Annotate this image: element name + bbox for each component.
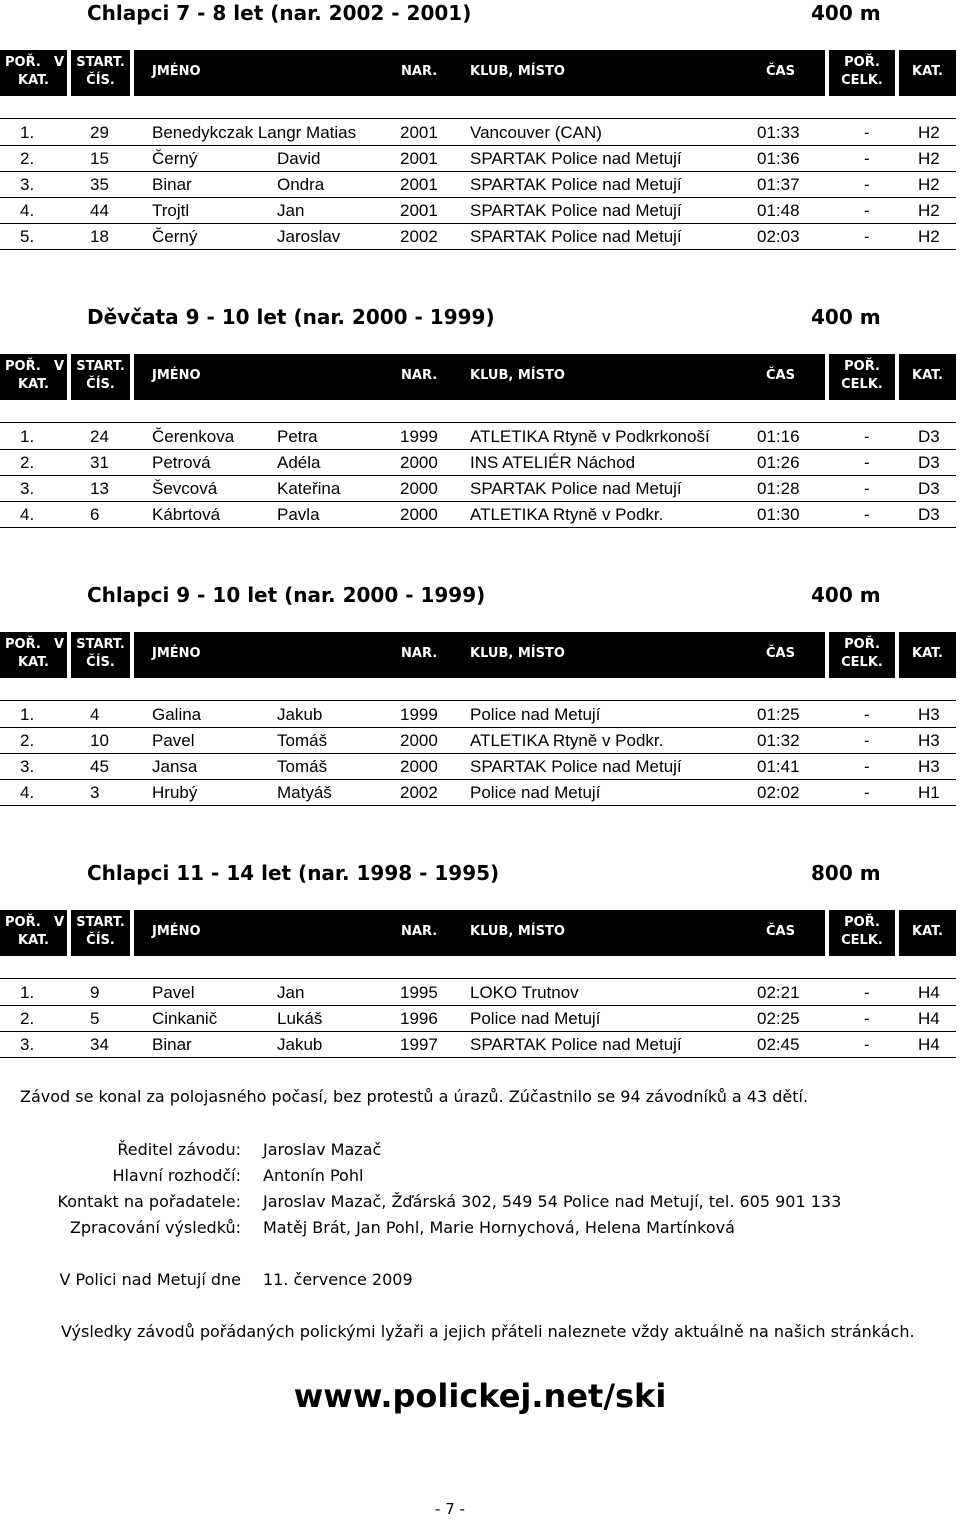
cell-year: 1997 (400, 1035, 438, 1054)
cell-year: 2000 (400, 453, 438, 472)
cell-year: 1995 (400, 983, 438, 1002)
header-time: ČAS (766, 64, 795, 79)
cell-first: Matyáš (277, 783, 332, 802)
header-category: KAT. (912, 64, 943, 79)
header-total: POŘ. (844, 637, 880, 652)
cell-surname: Jansa (152, 757, 198, 776)
cell-total: - (864, 123, 870, 142)
cell-surname: Trojtl (152, 201, 190, 220)
cell-year: 2000 (400, 505, 438, 524)
section-distance: 800 m (811, 861, 881, 885)
info-label: Zpracování výsledků: (69, 1218, 241, 1237)
header-v: V (54, 359, 65, 374)
header-total-celk: CELK. (841, 933, 883, 948)
cell-year: 2000 (400, 479, 438, 498)
header-start: START. (76, 359, 125, 374)
cell-rank: 1. (20, 123, 35, 142)
cell-year: 2001 (400, 201, 438, 220)
cell-rank: 4. (20, 505, 35, 524)
cell-cat: H2 (918, 175, 940, 194)
cell-rank: 2. (20, 1009, 35, 1028)
table-header (0, 50, 956, 96)
header-rank: POŘ. (5, 915, 41, 930)
cell-total: - (864, 175, 870, 194)
cell-time: 02:03 (757, 227, 800, 246)
page-number: - 7 - (435, 1500, 465, 1518)
header-v: V (54, 915, 65, 930)
cell-cat: D3 (918, 479, 940, 498)
cell-time: 01:28 (757, 479, 800, 498)
table-row (0, 980, 956, 1006)
header-start: START. (76, 637, 125, 652)
cell-club: Police nad Metují (470, 705, 601, 724)
cell-rank: 1. (20, 705, 35, 724)
cell-surname: Čerenkova (152, 427, 235, 446)
cell-first: Jakub (277, 1035, 323, 1054)
table-top-rule (0, 118, 956, 119)
table-row (0, 754, 956, 780)
cell-time: 01:48 (757, 201, 800, 220)
table-row (0, 450, 956, 476)
place-date: 11. července 2009 (263, 1270, 413, 1289)
cell-rank: 2. (20, 731, 35, 750)
cell-time: 01:37 (757, 175, 800, 194)
header-category: KAT. (912, 646, 943, 661)
cell-year: 2002 (400, 227, 438, 246)
cell-rank: 4. (20, 783, 35, 802)
header-separator (130, 632, 134, 678)
header-start: START. (76, 55, 125, 70)
cell-first: Tomáš (277, 731, 328, 750)
header-year: NAR. (401, 924, 438, 939)
cell-club: SPARTAK Police nad Metují (470, 227, 682, 246)
cell-cat: H4 (918, 1035, 940, 1054)
header-time: ČAS (766, 646, 795, 661)
cell-surname: Pavel (152, 983, 195, 1002)
cell-cat: H4 (918, 1009, 940, 1028)
header-rank-kat: KAT. (18, 933, 49, 948)
info-value: Jaroslav Mazač, Žďárská 302, 549 54 Police nad Metují, tel. 605 901 133 (263, 1192, 842, 1211)
table-row (0, 120, 956, 146)
cell-first: Jan (277, 201, 305, 220)
section-title: Chlapci 9 - 10 let (nar. 2000 - 1999) (87, 583, 486, 607)
header-start-cis: ČÍS. (86, 73, 115, 88)
cell-start: 34 (90, 1035, 109, 1054)
cell-start: 44 (90, 201, 109, 220)
cell-start: 18 (90, 227, 109, 246)
table-row (0, 146, 956, 172)
header-time: ČAS (766, 368, 795, 383)
cell-club: ATLETIKA Rtyně v Podkr. (470, 505, 664, 524)
cell-start: 29 (90, 123, 109, 142)
header-start-cis: ČÍS. (86, 655, 115, 670)
table-top-rule (0, 700, 956, 701)
cell-surname: Černý (152, 149, 198, 168)
header-year: NAR. (401, 64, 438, 79)
cell-total: - (864, 479, 870, 498)
table-top-rule (0, 978, 956, 979)
cell-year: 2001 (400, 175, 438, 194)
cell-first: David (277, 149, 321, 168)
cell-cat: H2 (918, 149, 940, 168)
cell-surname: Pavel (152, 731, 195, 750)
info-label: Kontakt na pořadatele: (57, 1192, 241, 1211)
header-year: NAR. (401, 646, 438, 661)
cell-first: Pavla (277, 505, 320, 524)
cell-cat: D3 (918, 453, 940, 472)
cell-rank: 2. (20, 453, 35, 472)
cell-total: - (864, 731, 870, 750)
header-club: KLUB, MÍSTO (470, 646, 565, 661)
results-section (0, 0, 960, 260)
cell-surname: Binar (152, 175, 192, 194)
cell-club: ATLETIKA Rtyně v Podkr. (470, 731, 664, 750)
website-link[interactable]: www.polickej.net/ski (293, 1377, 667, 1415)
cell-start: 3 (90, 783, 100, 802)
cell-club: INS ATELIÉR Náchod (470, 453, 636, 472)
cell-surname: Binar (152, 1035, 192, 1054)
cell-total: - (864, 505, 870, 524)
cell-total: - (864, 227, 870, 246)
cell-surname: Benedykczak Langr Matias (152, 123, 357, 142)
header-total: POŘ. (844, 915, 880, 930)
header-start: START. (76, 915, 125, 930)
cell-first: Jakub (277, 705, 323, 724)
table-row (0, 702, 956, 728)
cell-year: 1999 (400, 427, 438, 446)
cell-cat: D3 (918, 427, 940, 446)
cell-year: 1999 (400, 705, 438, 724)
cell-rank: 1. (20, 983, 35, 1002)
header-category: KAT. (912, 924, 943, 939)
header-rank: POŘ. (5, 55, 41, 70)
cell-surname: Galina (152, 705, 202, 724)
header-start-cis: ČÍS. (86, 933, 115, 948)
table-row (0, 728, 956, 754)
cell-time: 01:32 (757, 731, 800, 750)
info-value: Jaroslav Mazač (263, 1140, 382, 1159)
cell-cat: H4 (918, 983, 940, 1002)
table-top-rule (0, 422, 956, 423)
cell-first: Ondra (277, 175, 325, 194)
header-total: POŘ. (844, 55, 880, 70)
header-rank-kat: KAT. (18, 377, 49, 392)
cell-first: Kateřina (277, 479, 341, 498)
header-separator (130, 50, 134, 96)
cell-start: 15 (90, 149, 109, 168)
header-start-cis: ČÍS. (86, 377, 115, 392)
cell-time: 01:41 (757, 757, 800, 776)
cell-first: Lukáš (277, 1009, 323, 1028)
section-distance: 400 m (811, 1, 881, 25)
cell-total: - (864, 757, 870, 776)
cell-first: Jan (277, 983, 305, 1002)
cell-start: 4 (90, 705, 100, 724)
table-row (0, 1032, 956, 1058)
table-row (0, 502, 956, 528)
cell-surname: Cinkanič (152, 1009, 218, 1028)
header-club: KLUB, MÍSTO (470, 924, 565, 939)
cell-year: 2001 (400, 149, 438, 168)
results-section (0, 582, 960, 842)
header-total-celk: CELK. (841, 73, 883, 88)
cell-year: 1996 (400, 1009, 438, 1028)
cell-cat: H1 (918, 783, 940, 802)
info-label: Ředitel závodu: (117, 1140, 241, 1159)
header-time: ČAS (766, 924, 795, 939)
cell-first: Petra (277, 427, 318, 446)
cell-total: - (864, 983, 870, 1002)
header-club: KLUB, MÍSTO (470, 368, 565, 383)
header-rank-kat: KAT. (18, 73, 49, 88)
header-category: KAT. (912, 368, 943, 383)
header-separator (130, 354, 134, 400)
cell-start: 9 (90, 983, 100, 1002)
header-total-celk: CELK. (841, 655, 883, 670)
header-total: POŘ. (844, 359, 880, 374)
cell-first: Tomáš (277, 757, 328, 776)
cell-rank: 3. (20, 175, 35, 194)
cell-start: 10 (90, 731, 109, 750)
table-row (0, 198, 956, 224)
cell-club: SPARTAK Police nad Metují (470, 1035, 682, 1054)
cell-cat: H3 (918, 731, 940, 750)
cell-start: 13 (90, 479, 109, 498)
cell-club: SPARTAK Police nad Metují (470, 479, 682, 498)
cell-start: 31 (90, 453, 109, 472)
cell-start: 6 (90, 505, 100, 524)
cell-year: 2000 (400, 731, 438, 750)
cell-rank: 3. (20, 479, 35, 498)
cell-first: Adéla (277, 453, 321, 472)
section-distance: 400 m (811, 583, 881, 607)
cell-cat: D3 (918, 505, 940, 524)
cell-rank: 3. (20, 757, 35, 776)
table-row (0, 476, 956, 502)
cell-cat: H3 (918, 757, 940, 776)
header-year: NAR. (401, 368, 438, 383)
footer-text: Výsledky závodů pořádaných polickými lyžaři a jejich přáteli naleznete vždy aktuálně na našich stránkách. (61, 1322, 915, 1341)
cell-club: Police nad Metují (470, 1009, 601, 1028)
cell-start: 35 (90, 175, 109, 194)
cell-club: Police nad Metují (470, 783, 601, 802)
table-header (0, 632, 956, 678)
section-title: Chlapci 7 - 8 let (nar. 2002 - 2001) (87, 1, 472, 25)
cell-rank: 2. (20, 149, 35, 168)
header-v: V (54, 637, 65, 652)
cell-time: 01:36 (757, 149, 800, 168)
cell-total: - (864, 1035, 870, 1054)
header-separator (130, 910, 134, 956)
cell-time: 02:02 (757, 783, 800, 802)
cell-club: SPARTAK Police nad Metují (470, 201, 682, 220)
cell-time: 02:45 (757, 1035, 800, 1054)
header-name: JMÉNO (152, 646, 201, 661)
cell-time: 01:16 (757, 427, 800, 446)
cell-cat: H2 (918, 123, 940, 142)
table-row (0, 780, 956, 806)
cell-club: LOKO Trutnov (470, 983, 579, 1002)
cell-club: SPARTAK Police nad Metují (470, 757, 682, 776)
table-row (0, 424, 956, 450)
cell-surname: Petrová (152, 453, 211, 472)
cell-rank: 5. (20, 227, 35, 246)
cell-surname: Černý (152, 227, 198, 246)
cell-time: 01:25 (757, 705, 800, 724)
cell-start: 45 (90, 757, 109, 776)
table-header (0, 910, 956, 956)
cell-club: SPARTAK Police nad Metují (470, 149, 682, 168)
cell-club: ATLETIKA Rtyně v Podkrkonoší (470, 427, 710, 446)
cell-cat: H2 (918, 227, 940, 246)
cell-surname: Kábrtová (152, 505, 221, 524)
cell-start: 24 (90, 427, 109, 446)
place-label: V Polici nad Metují dne (59, 1270, 241, 1289)
cell-first: Jaroslav (277, 227, 341, 246)
cell-total: - (864, 201, 870, 220)
table-header (0, 354, 956, 400)
table-row (0, 1006, 956, 1032)
cell-cat: H3 (918, 705, 940, 724)
section-title: Děvčata 9 - 10 let (nar. 2000 - 1999) (87, 305, 495, 329)
cell-surname: Hrubý (152, 783, 198, 802)
cell-year: 2002 (400, 783, 438, 802)
header-rank: POŘ. (5, 637, 41, 652)
cell-cat: H2 (918, 201, 940, 220)
results-section (0, 860, 960, 1120)
header-club: KLUB, MÍSTO (470, 64, 565, 79)
cell-total: - (864, 783, 870, 802)
cell-surname: Ševcová (152, 479, 218, 498)
cell-start: 5 (90, 1009, 100, 1028)
header-name: JMÉNO (152, 64, 201, 79)
cell-club: SPARTAK Police nad Metují (470, 175, 682, 194)
cell-total: - (864, 1009, 870, 1028)
info-value: Matěj Brát, Jan Pohl, Marie Hornychová, Helena Martínková (263, 1218, 735, 1237)
info-value: Antonín Pohl (263, 1166, 364, 1185)
cell-total: - (864, 705, 870, 724)
cell-time: 02:25 (757, 1009, 800, 1028)
cell-year: 2000 (400, 757, 438, 776)
cell-rank: 1. (20, 427, 35, 446)
results-section (0, 304, 960, 564)
header-rank: POŘ. (5, 359, 41, 374)
table-row (0, 224, 956, 250)
cell-time: 01:30 (757, 505, 800, 524)
section-title: Chlapci 11 - 14 let (nar. 1998 - 1995) (87, 861, 500, 885)
cell-total: - (864, 453, 870, 472)
cell-year: 2001 (400, 123, 438, 142)
cell-time: 01:33 (757, 123, 800, 142)
header-total-celk: CELK. (841, 377, 883, 392)
header-v: V (54, 55, 65, 70)
cell-total: - (864, 149, 870, 168)
table-row (0, 172, 956, 198)
cell-time: 02:21 (757, 983, 800, 1002)
header-name: JMÉNO (152, 924, 201, 939)
cell-rank: 4. (20, 201, 35, 220)
cell-time: 01:26 (757, 453, 800, 472)
cell-total: - (864, 427, 870, 446)
header-name: JMÉNO (152, 368, 201, 383)
cell-rank: 3. (20, 1035, 35, 1054)
cell-club: Vancouver (CAN) (470, 123, 602, 142)
info-label: Hlavní rozhodčí: (112, 1166, 241, 1185)
section-distance: 400 m (811, 305, 881, 329)
race-note: Závod se konal za polojasného počasí, bez protestů a úrazů. Zúčastnilo se 94 závodníků a 43 dětí. (20, 1087, 809, 1106)
header-rank-kat: KAT. (18, 655, 49, 670)
